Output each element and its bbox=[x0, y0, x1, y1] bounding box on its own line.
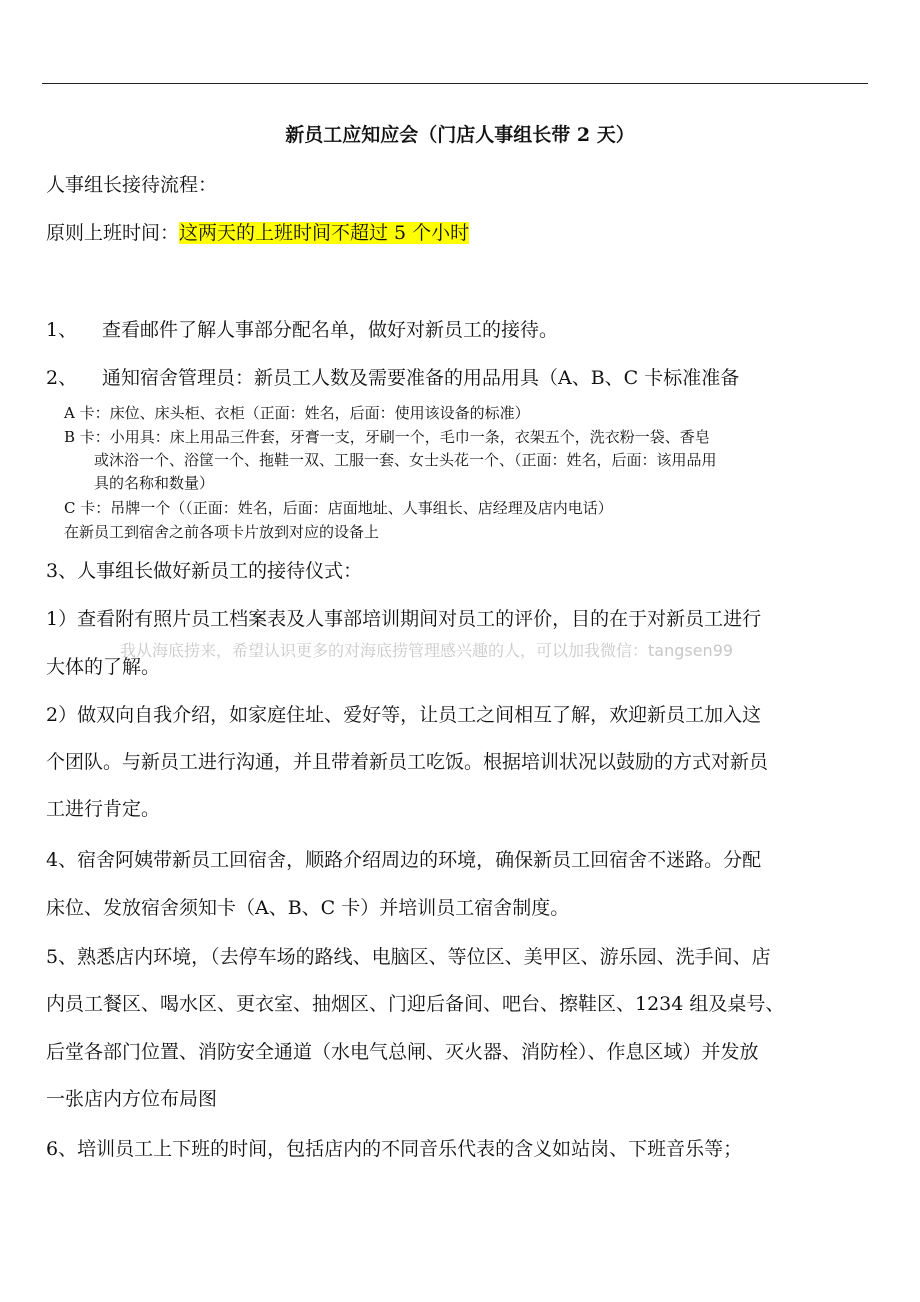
item-2 bbox=[46, 365, 739, 391]
card-b-line-2: 或沐浴一个、浴筐一个、拖鞋一双、工服一套、女士头花一个、（正面：姓名，后面：该用品用 bbox=[94, 451, 717, 469]
intro-line: 人事组长接待流程： bbox=[46, 174, 218, 196]
section-5-line-2: 内员工餐区、喝水区、更衣室、抽烟区、门迎后备间、吧台、擦鞋区、1234 组及桌号、 bbox=[46, 993, 785, 1015]
card-note: 在新员工到宿舍之前各项卡片放到对应的设备上 bbox=[64, 523, 380, 541]
section-3-p2-line-1: 2）做双向自我介绍，如家庭住址、爱好等，让员工之间相互了解，欢迎新员工加入这 bbox=[46, 704, 762, 726]
item-2-text: 通知宿舍管理员：新员工人数及需要准备的用品用具（A、B、C 卡标准准备 bbox=[102, 367, 740, 389]
watermark-text: 我从海底捞来，希望认识更多的对海底捞管理感兴趣的人，可以加我微信：tangsen99 bbox=[120, 641, 734, 660]
section-3-heading: 3、人事组长做好新员工的接待仪式： bbox=[46, 560, 363, 582]
section-3-p1-line-2: 大体的了解。 bbox=[46, 656, 161, 678]
item-2-number: 2、 bbox=[46, 367, 78, 389]
section-3-p1-line-1: 1）查看附有照片员工档案表及人事部培训期间对员工的评价，目的在于对新员工进行 bbox=[46, 608, 762, 630]
item-1 bbox=[46, 317, 558, 343]
section-3-p2-line-3: 工进行肯定。 bbox=[46, 798, 161, 820]
document-title: 新员工应知应会（门店人事组长带 2 天） bbox=[285, 124, 635, 146]
item-1-text: 查看邮件了解人事部分配名单，做好对新员工的接待。 bbox=[102, 319, 559, 341]
section-6-line: 6、培训员工上下班的时间，包括店内的不同音乐代表的含义如站岗、下班音乐等； bbox=[46, 1138, 743, 1160]
card-a: A 卡：床位、床头柜、衣柜（正面：姓名，后面：使用该设备的标准） bbox=[64, 404, 530, 422]
principle-line bbox=[46, 220, 469, 246]
principle-label: 原则上班时间： bbox=[46, 222, 180, 244]
section-5-line-4: 一张店内方位布局图 bbox=[46, 1088, 218, 1110]
card-c: C 卡：吊牌一个（（正面：姓名，后面：店面地址、人事组长、店经理及店内电话） bbox=[64, 499, 613, 517]
principle-highlight: 这两天的上班时间不超过 5 个小时 bbox=[179, 222, 470, 244]
item-1-number: 1、 bbox=[46, 319, 78, 341]
section-3-p2-line-2: 个团队。与新员工进行沟通，并且带着新员工吃饭。根据培训状况以鼓励的方式对新员 bbox=[46, 751, 769, 773]
header-rule bbox=[42, 83, 868, 84]
section-5-line-3: 后堂各部门位置、消防安全通道（水电气总闸、灭火器、消防栓）、作息区域）并发放 bbox=[46, 1041, 759, 1063]
section-5-line-1: 5、熟悉店内环境，（去停车场的路线、电脑区、等位区、美甲区、游乐园、洗手间、店 bbox=[46, 946, 771, 968]
section-4-line-1: 4、宿舍阿姨带新员工回宿舍，顺路介绍周边的环境，确保新员工回宿舍不迷路。分配 bbox=[46, 849, 762, 871]
card-b-line-3: 具的名称和数量） bbox=[94, 474, 215, 492]
card-b-line-1: B 卡：小用具：床上用品三件套，牙膏一支，牙刷一个，毛巾一条，衣架五个，洗衣粉一袋、香皂 bbox=[64, 428, 710, 446]
section-4-line-2: 床位、发放宿舍须知卡（A、B、C 卡）并培训员工宿舍制度。 bbox=[46, 897, 570, 919]
